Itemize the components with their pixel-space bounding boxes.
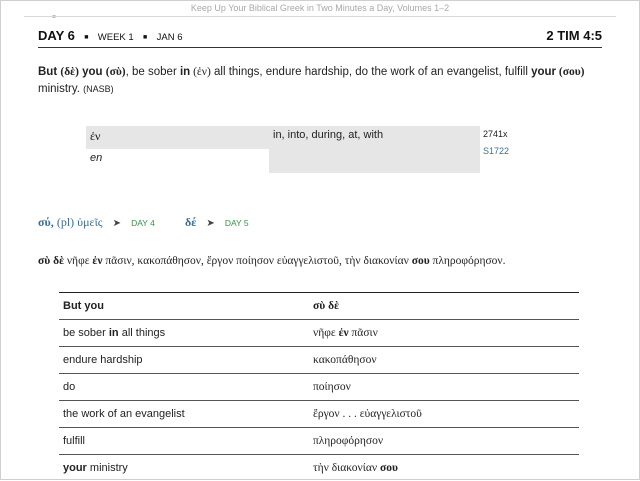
separator-icon: ■ — [84, 34, 88, 41]
day-link[interactable]: DAY 5 — [225, 218, 249, 228]
vocab-gloss: in, into, during, at, with — [273, 129, 383, 141]
table-row — [59, 401, 579, 428]
verse-part: your — [531, 66, 556, 78]
vocab-lemma: ἐν — [90, 129, 100, 144]
verse-part: in — [180, 66, 190, 78]
vocab-frequency: 2741x — [483, 129, 508, 139]
vocab-cell — [86, 126, 269, 149]
separator-icon: ■ — [143, 34, 147, 41]
verse-part: all things, endure hardship, do the work of an evangelist, fulfill — [211, 66, 531, 78]
book-title: Keep Up Your Biblical Greek in Two Minutes a Day, Volumes 1–2 — [0, 3, 640, 13]
greek-phrase: πᾶσιν — [349, 327, 378, 339]
verse-part: But — [38, 66, 60, 78]
greek-word: σὺ δὲ — [38, 255, 64, 267]
date-label: JAN 6 — [157, 32, 183, 43]
related-word[interactable]: σύ, — [38, 215, 54, 229]
table-row — [59, 455, 579, 481]
greek-word: ἐν — [92, 255, 102, 267]
greek-cell: ἔργον . . . εὐαγγελιστοῦ — [309, 401, 579, 428]
greek-phrase: τὴν διακονίαν — [313, 462, 380, 474]
english-cell — [59, 320, 309, 347]
version-label: (NASB) — [83, 84, 114, 94]
scripture-reference: 2 TIM 4:5 — [546, 28, 602, 43]
verse-greek: (δὲ) — [60, 66, 79, 78]
english-phrase: But you — [63, 300, 104, 312]
strongs-link[interactable]: S1722 — [483, 146, 509, 156]
header-divider — [38, 47, 602, 48]
day-label: DAY 6 — [38, 28, 75, 43]
table-row — [59, 428, 579, 455]
greek-cell: κακοπάθησον — [309, 347, 579, 374]
english-cell: fulfill — [59, 428, 309, 455]
verse-greek: (ἐν) — [190, 66, 211, 78]
english-cell — [59, 293, 309, 320]
table-row — [59, 347, 579, 374]
greek-word: σου — [412, 255, 430, 267]
greek-cell: πληροφόρησον — [309, 428, 579, 455]
greek-cell: ποίησον — [309, 374, 579, 401]
greek-word: πᾶσιν, κακοπάθησον, ἔργον ποίησον εὐαγγελιστοῦ, τὴν διακονίαν — [102, 255, 411, 267]
phrase-table — [59, 292, 579, 481]
greek-phrase-bold: ἐν — [339, 327, 349, 339]
greek-verse — [38, 255, 506, 267]
english-cell — [59, 455, 309, 481]
english-phrase: all things — [119, 327, 165, 339]
verse-part: you — [79, 66, 106, 78]
progress-rule — [24, 16, 616, 17]
greek-phrase: σὺ δὲ — [313, 300, 339, 312]
english-cell: endure hardship — [59, 347, 309, 374]
english-phrase-bold: in — [109, 327, 119, 339]
greek-cell — [309, 455, 579, 481]
greek-cell — [309, 320, 579, 347]
english-phrase-bold: your — [63, 462, 87, 474]
greek-phrase-bold: σου — [380, 462, 398, 474]
verse-part: ministry. — [38, 83, 80, 95]
english-phrase: ministry — [87, 462, 128, 474]
verse-part: , be sober — [126, 66, 180, 78]
vocab-transliteration: en — [90, 152, 102, 164]
day-link[interactable]: DAY 4 — [131, 218, 155, 228]
english-phrase: be sober — [63, 327, 109, 339]
english-cell: the work of an evangelist — [59, 401, 309, 428]
greek-word: πληροφόρησον. — [430, 255, 506, 267]
vocab-cell — [269, 149, 480, 173]
table-row — [59, 320, 579, 347]
related-words — [38, 215, 249, 230]
arrow-right-icon: ➤ — [206, 218, 214, 229]
related-word-plural[interactable]: (pl) ὑμεῖς — [57, 215, 103, 229]
week-label: WEEK 1 — [98, 32, 134, 43]
table-row — [59, 293, 579, 320]
greek-phrase: νῆφε — [313, 327, 339, 339]
english-cell: do — [59, 374, 309, 401]
verse-greek: (σου) — [556, 66, 585, 78]
verse-text — [38, 64, 604, 98]
table-row — [59, 374, 579, 401]
verse-greek: (σὺ) — [106, 66, 126, 78]
arrow-right-icon: ➤ — [113, 218, 121, 229]
related-word[interactable]: δέ — [185, 215, 196, 229]
day-header — [38, 28, 183, 43]
greek-cell — [309, 293, 579, 320]
greek-word: νῆφε — [64, 255, 92, 267]
